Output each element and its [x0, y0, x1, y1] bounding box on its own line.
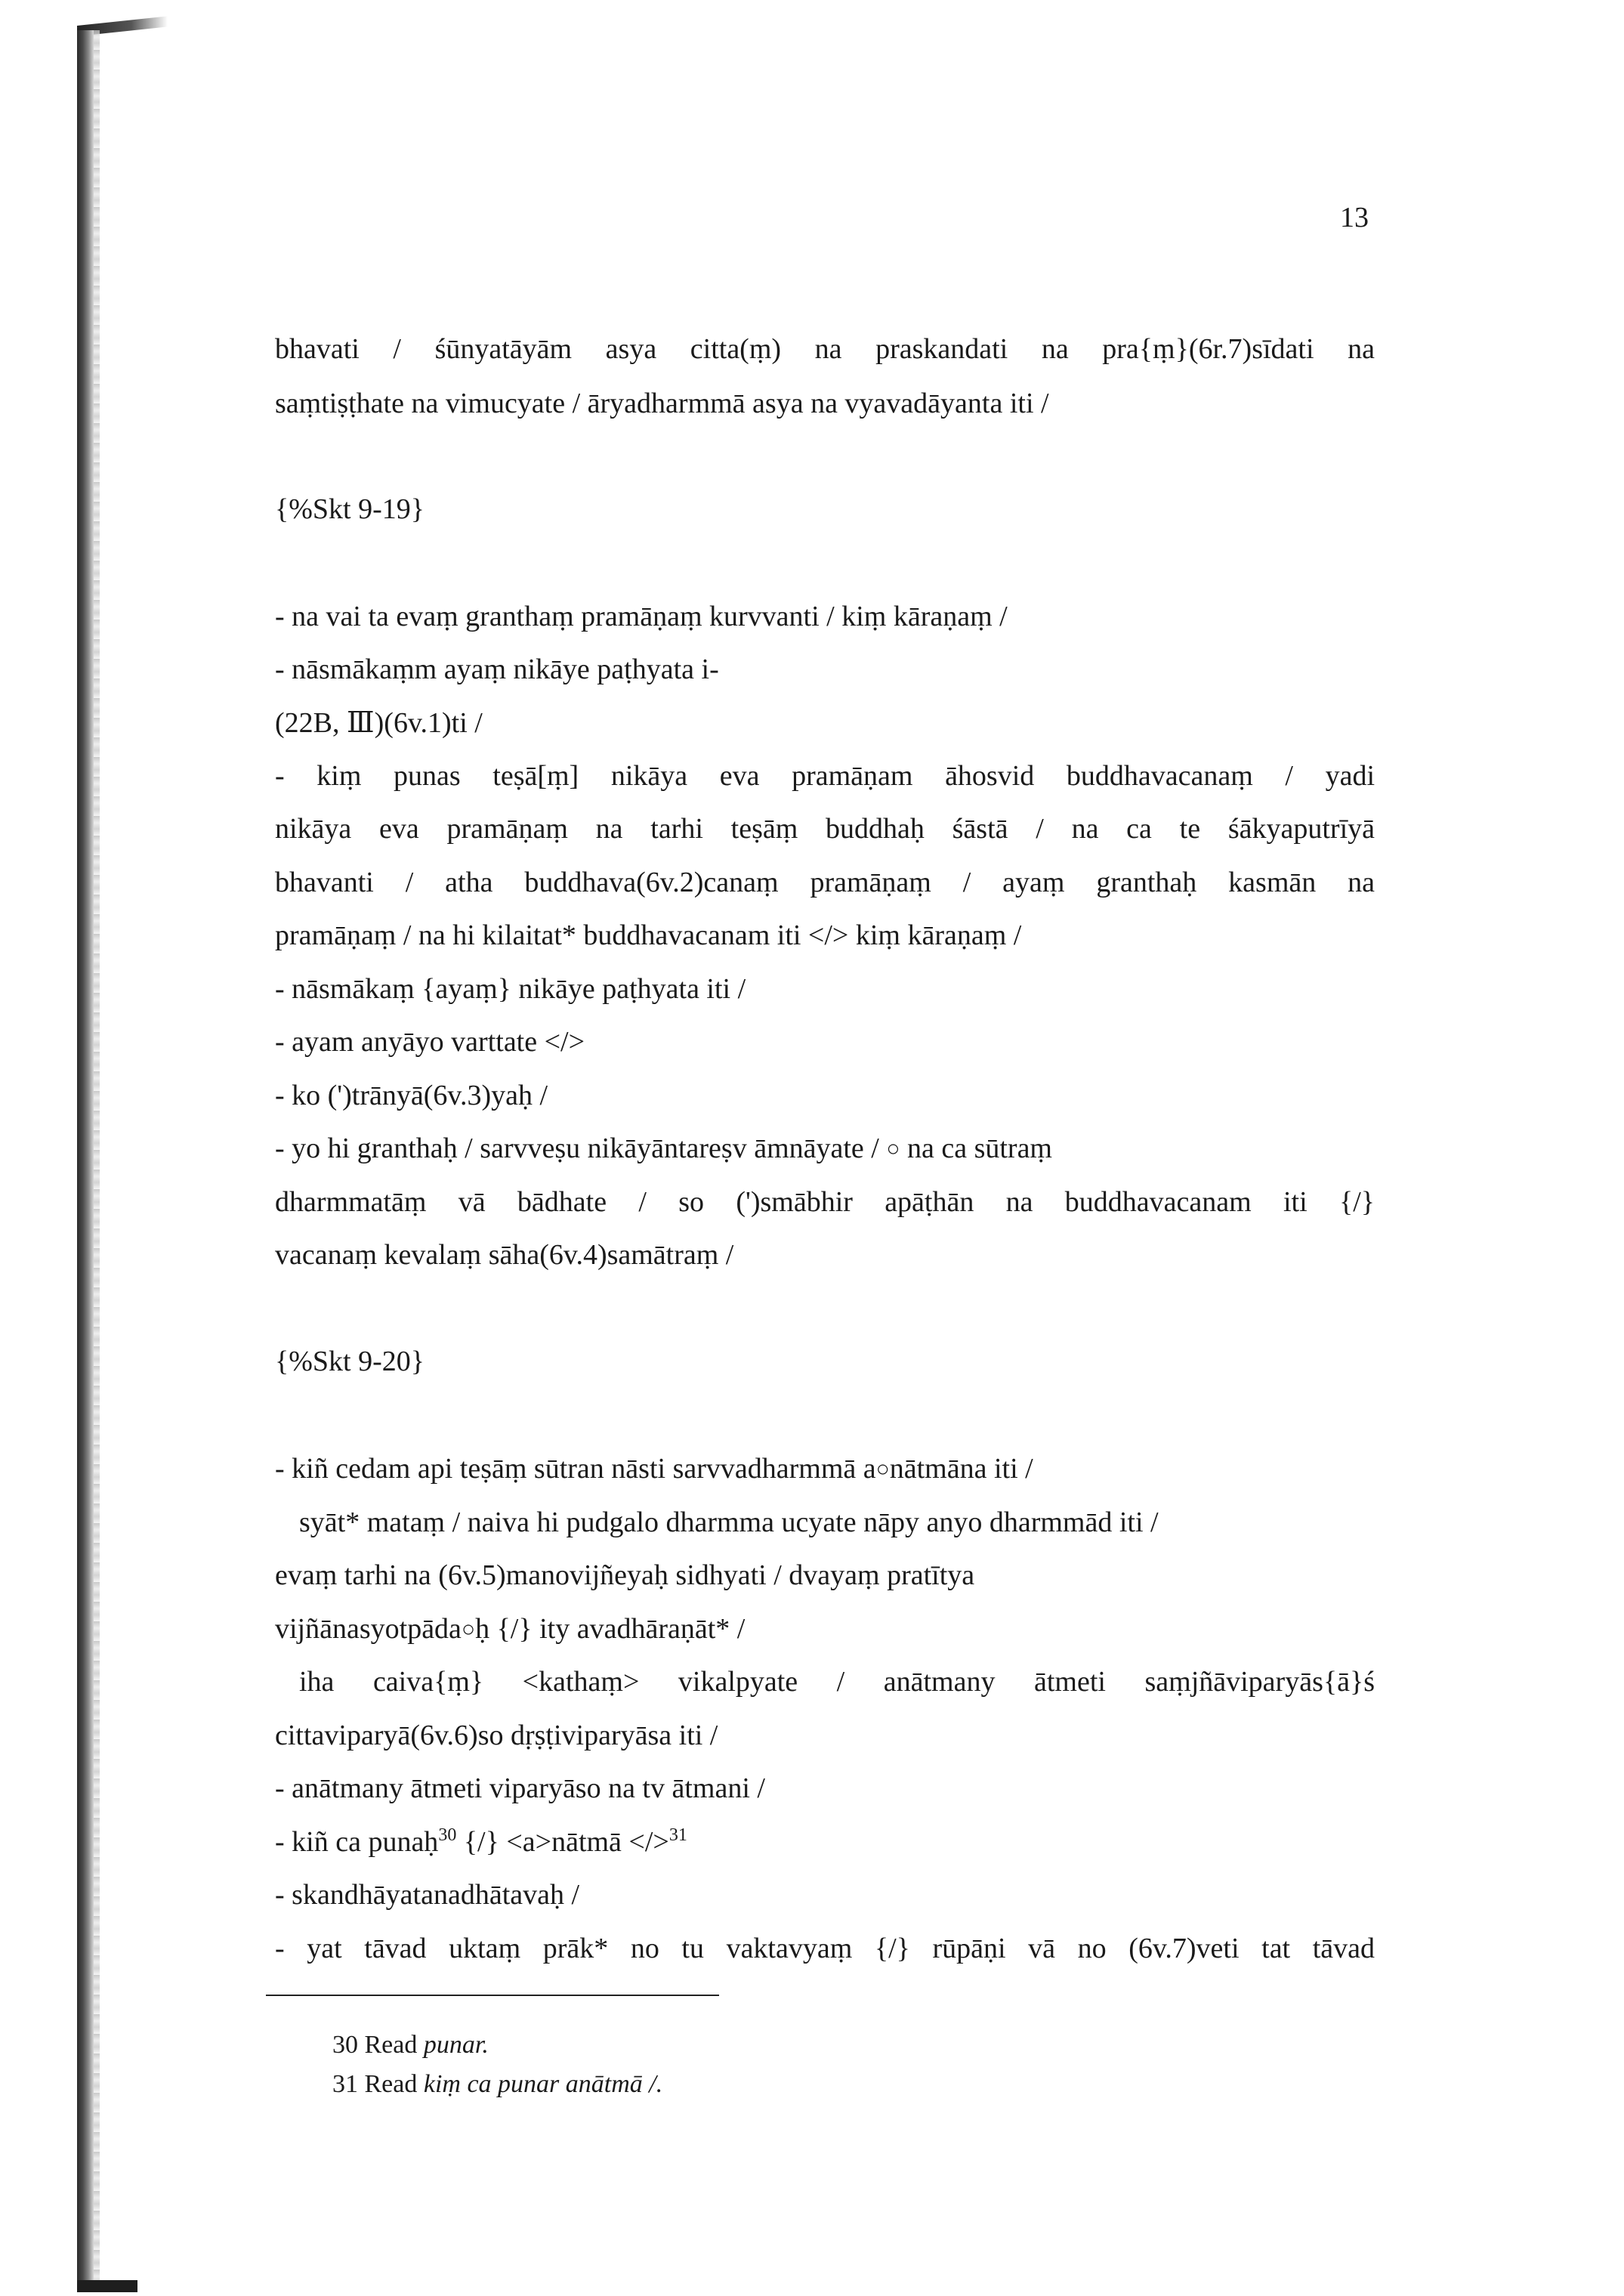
page-number: 13 [1340, 202, 1369, 233]
footnote-ref: 31 [668, 1825, 687, 1845]
text-line: (22B, Ⅲ)(6v.1)ti / [275, 707, 483, 739]
text-line [275, 1825, 687, 1859]
text-line [275, 1452, 1033, 1485]
footnote-ref: 30 [438, 1825, 457, 1845]
text-line: pramāṇaṃ / na hi kilaitat* buddhavacanam iti </> kiṃ kāraṇaṃ / [275, 919, 1022, 951]
text-line: saṃtiṣṭhate na vimucyate / āryadharmmā asya na vyavadāyanta iti / [275, 388, 1049, 419]
text-line: evaṃ tarhi na (6v.5)manovijñeyaḥ sidhyati / dvayaṃ pratītya [275, 1559, 975, 1591]
footnote-read: Read [364, 2070, 418, 2098]
scan-edge-texture [94, 30, 100, 2289]
text-line: - ko (')trānyā(6v.3)yaḥ / [275, 1080, 548, 1111]
text-line: - ayam anyāyo varttate </> [275, 1026, 585, 1058]
text-line: - kiṃ punas teṣā[ṃ] nikāya eva pramāṇam āhosvid buddhavacanaṃ / yadi [275, 760, 1375, 792]
text-line: - skandhāyatanadhātavaḥ / [275, 1879, 580, 1911]
section-heading: {%Skt 9-20} [275, 1346, 425, 1377]
footnote-number: 31 [332, 2070, 358, 2098]
text-line: iha caiva{ṃ} <kathaṃ> vikalpyate / anātmany ātmeti saṃjñāviparyās{ā}ś [299, 1666, 1375, 1698]
text-segment: - kiñ cedam api teṣāṃ sūtran nāsti sarvvadharmmā a [275, 1453, 876, 1485]
footnote-read: Read [364, 2031, 418, 2059]
text-segment: - yo hi granthaḥ / sarvveṣu nikāyāntareṣv āmnāyate / [275, 1133, 879, 1164]
text-line: nikāya eva pramāṇaṃ na tarhi teṣāṃ buddhaḥ śāstā / na ca te śākyaputrīyā [275, 813, 1375, 845]
text-line: - yat tāvad uktaṃ prāk* no tu vaktavyaṃ {/} rūpāṇi vā no (6v.7)veti tat tāvad [275, 1933, 1375, 1964]
text-segment: vijñānasyotpāda [275, 1613, 462, 1645]
text-line: - anātmany ātmeti viparyāso na tv ātmani / [275, 1772, 765, 1804]
footnote-text: kiṃ ca punar anātmā /. [423, 2070, 663, 2098]
text-line: syāt* mataṃ / naiva hi pudgalo dharmma ucyate nāpy anyo dharmmād iti / [299, 1506, 1159, 1538]
text-segment: na ca sūtraṃ [906, 1133, 1052, 1164]
footnote-31 [332, 2070, 662, 2099]
footnote-text: punar. [423, 2031, 489, 2059]
text-line [275, 1612, 745, 1646]
text-segment: {/} <a>nātmā </> [456, 1826, 669, 1858]
text-line: - nāsmākaṃm ayaṃ nikāye paṭhyata i- [275, 654, 719, 685]
scan-edge-bottom [77, 2280, 137, 2292]
circle-mark: ○ [886, 1136, 900, 1161]
text-segment: nātmāna iti / [889, 1453, 1033, 1485]
text-line: - nāsmākaṃ {ayaṃ} nikāye paṭhyata iti / [275, 973, 746, 1005]
text-line: - na vai ta evaṃ granthaṃ pramāṇaṃ kurvvanti / kiṃ kāraṇaṃ / [275, 601, 1008, 632]
text-line: bhavanti / atha buddhava(6v.2)canaṃ pramāṇaṃ / ayaṃ granthaḥ kasmān na [275, 867, 1375, 898]
text-line: dharmmatāṃ vā bādhate / so (')smābhir apāṭhān na buddhavacanam iti {/} [275, 1186, 1375, 1218]
text-segment: ḥ {/} ity avadhāraṇāt* / [475, 1613, 746, 1645]
footnote-number: 30 [332, 2031, 358, 2059]
scan-binding-edge [77, 30, 94, 2289]
text-line: cittaviparyā(6v.6)so dṛṣṭiviparyāsa iti / [275, 1720, 718, 1751]
text-line: vacanaṃ kevalaṃ sāha(6v.4)samātraṃ / [275, 1239, 734, 1271]
text-line: bhavati / śūnyatāyām asya citta(ṃ) na praskandati na pra{ṃ}(6r.7)sīdati na [275, 333, 1375, 365]
footnote-30 [332, 2031, 489, 2060]
circle-mark: ○ [875, 1457, 890, 1482]
circle-mark: ○ [461, 1617, 476, 1642]
text-segment: - kiñ ca punaḥ [275, 1826, 439, 1858]
section-heading: {%Skt 9-19} [275, 493, 425, 525]
text-line [275, 1132, 1052, 1165]
footnote-rule [266, 1995, 719, 1996]
